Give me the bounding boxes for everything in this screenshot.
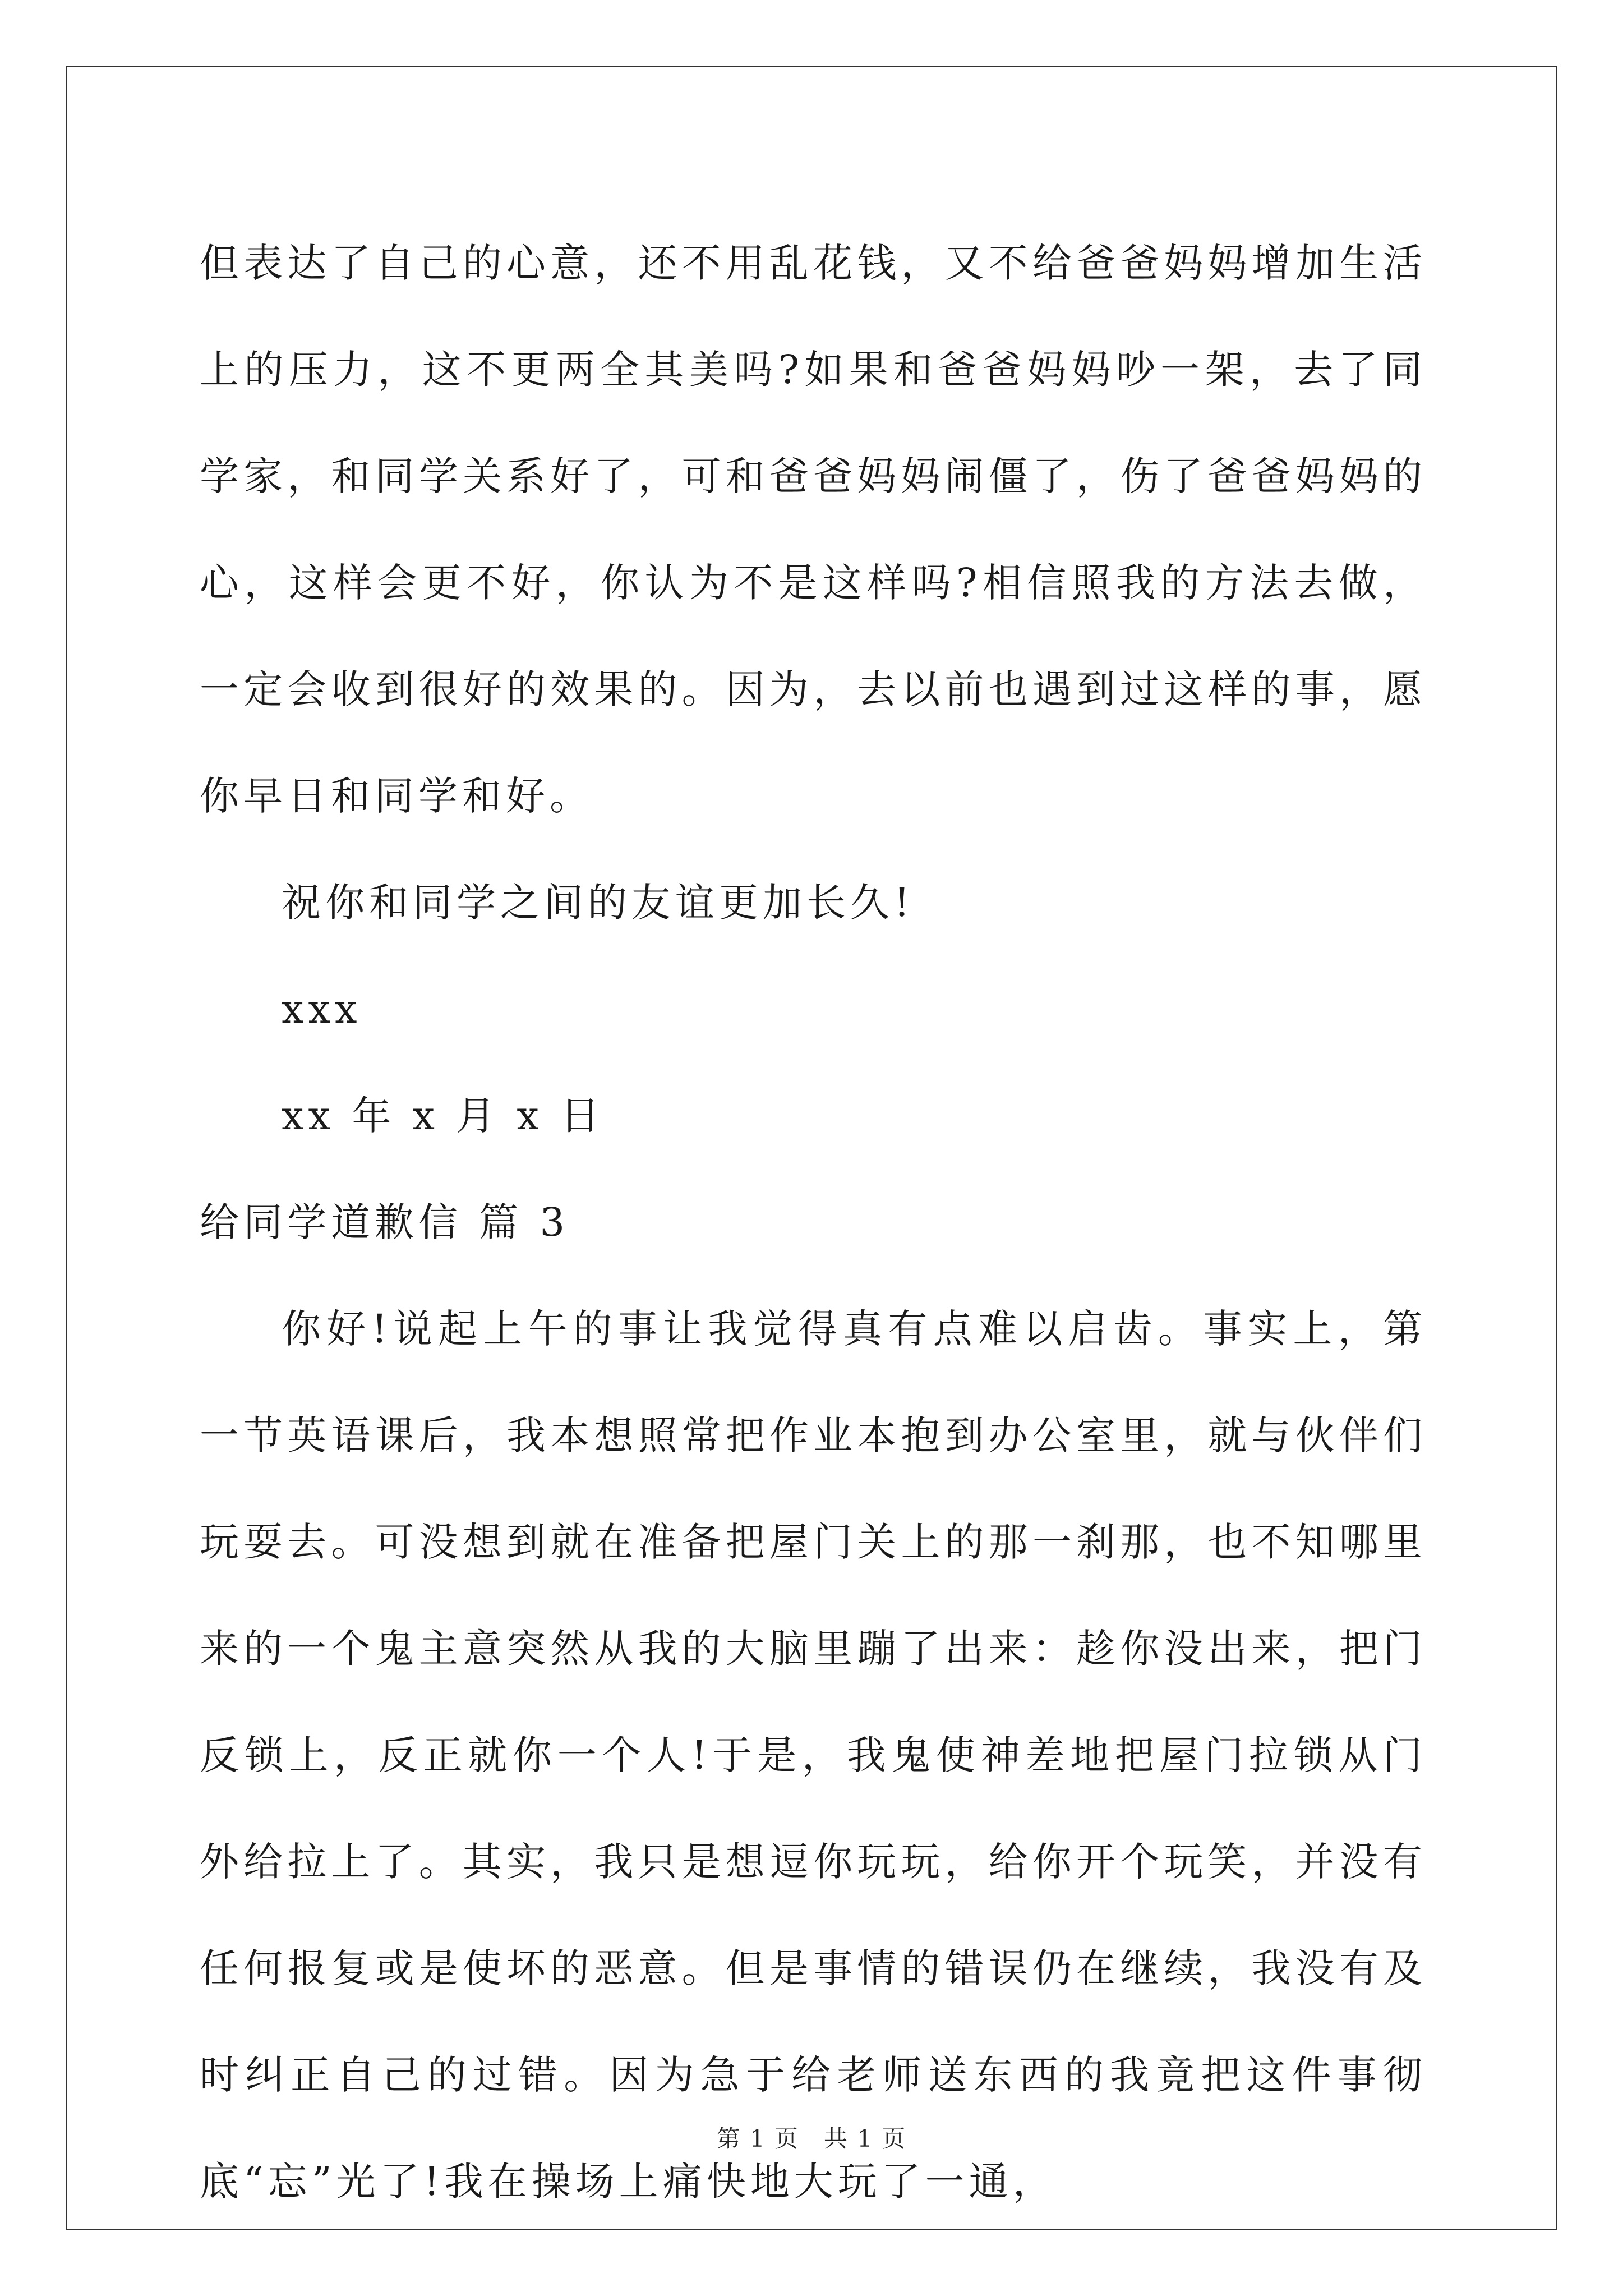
paragraph-continuation: 但表达了自己的心意，还不用乱花钱，又不给爸爸妈妈增加生活上的压力，这不更两全其美吗?如果和爸爸妈妈吵一架，去了同学家，和同学关系好了，可和爸爸妈妈闹僵了，伤了爸爸妈妈的心，这样会更不好，你认为不是这样吗?相信照我的方法去做，一定会收到很好的效果的。因为，去以前也遇到过这样的事，愿你早日和同学和好。 [200,240,1427,819]
paragraph-date: xx 年 x 月 x 日 [282,1093,605,1139]
paragraph-letter-body: 你好!说起上午的事让我觉得真有点难以启齿。事实上，第一节英语课后，我本想照常把作业本抱到办公室里，就与伙伴们玩耍去。可没想到就在准备把屋门关上的那一刹那，也不知哪里来的一个鬼主意突然从我的大脑里蹦了出来：趁你没出来，把门反锁上，反正就你一个人!于是，我鬼使神差地把屋门拉锁从门外给拉上了。其实，我只是想逗你玩玩，给你开个玩笑，并没有任何报复或是使坏的恶意。但是事情的错误仍在继续，我没有及时纠正自己的过错。因为急于给老师送东西的我竟把这件事彻底“忘”光了!我在操场上痛快地大玩了一通， [200,1306,1427,2205]
paragraph-closing-wish: 祝你和同学之间的友谊更加长久! [282,880,915,926]
page-footer: 第 1 页 共 1 页 [716,2125,907,2152]
section-heading: 给同学道歉信 篇 3 [200,1199,570,1245]
document-body [200,210,1427,2235]
paragraph-signature: xxx [282,986,362,1032]
